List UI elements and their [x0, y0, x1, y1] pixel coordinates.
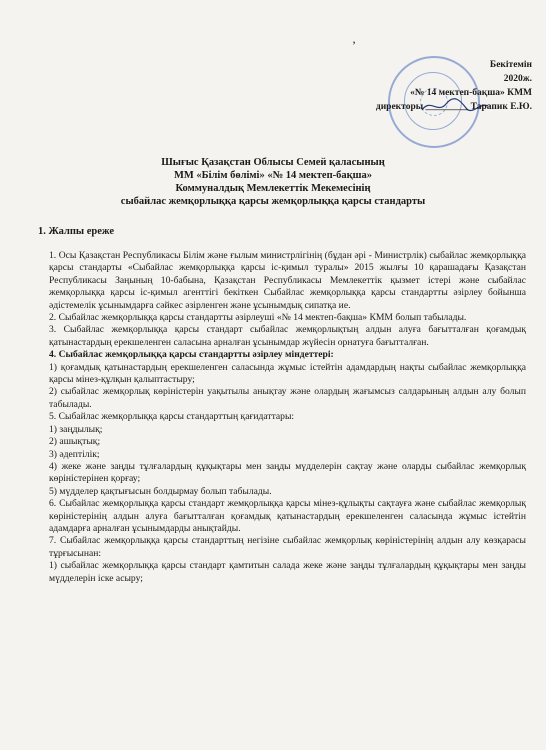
paragraph: 7. Сыбайлас жемқорлыққа қарсы стандарттың негізіне сыбайлас жемқорлық көріністерінің алдын алу көзқарасы тұрғысынан:	[49, 535, 526, 559]
paragraph: 3) әдептілік;	[49, 448, 100, 460]
title-line1: Шығыс Қазақстан Облысы Семей қаласының	[161, 157, 385, 168]
paragraph: 1) қоғамдық қатынастардың ерекшеленген саласында жұмыс істейтін адамдардың нақты сыбайлас жемқорлыққа қарсы мінез-құлқын қалыптастыру;	[49, 361, 526, 386]
approval-director: директоры _________ Тарапик Е.Ю.	[375, 102, 532, 112]
section-heading: 1. Жалпы ереже	[38, 226, 115, 237]
approval-org: «№ 14 мектеп-бақша» КММ	[410, 88, 532, 98]
paragraph: 5. Сыбайлас жемқорлыққа қарсы стандарттың қағидаттары:	[49, 411, 295, 423]
title-line3: Коммуналдық Мемлекеттік Мекемесінің	[175, 183, 371, 194]
paragraph: 2. Сыбайлас жемқорлыққа қарсы стандартты әзірлеуші «№ 14 мектеп-бақша» КММ болып табылады.	[49, 312, 467, 324]
approval-block	[292, 58, 532, 114]
document-title	[30, 156, 516, 208]
paragraph: 1) сыбайлас жемқорлыққа қарсы стандарт қамтитын салада жеке және заңды тұлғалардың құқықтары мен заңды мүдделерін іске асыру;	[49, 560, 526, 584]
paragraph: 3. Сыбайлас жемқорлыққа қарсы стандарт сыбайлас жемқорлықтың алдын алуға бағытталған қоғамдық қатынастардың ерекшеленген саласына арналған ұсынымдар жүйесін орнатуға бағытталған.	[49, 324, 526, 348]
title-line4: сыбайлас жемқорлыққа қарсы жемқорлыққа қарсы стандарты	[120, 196, 426, 207]
paragraph: 1) заңдылық;	[49, 423, 103, 435]
paragraph: 6. Сыбайлас жемқорлыққа қарсы стандарт жемқорлыққа қарсы мінез-құлықты сақтауға және сыбайлас жемқорлық көріністерінің алдын алуға бағытталған қоғамдық қатынастардың ерекшеленген саласында жұмыс істейтін адамдарға арналған ұсынымдарды анықтайды.	[49, 498, 526, 534]
paragraph: 4) жеке және заңды тұлғалардың құқықтары мен заңды мүдделерін сақтау және оларды сыбайлас жемқорлық көріністерінен қорғау;	[49, 460, 526, 485]
paragraph: 2) ашықтық;	[49, 436, 101, 448]
approval-date: 2020ж.	[503, 74, 532, 84]
paragraph: 1. Осы Қазақстан Республикасы Білім және ғылым министрлігінің (бұдан әрі - Министрлік) сыбайлас жемқорлыққа қарсы стандарты «Сыбайлас жемқорлыққа қарсы іс-қимыл туралы» 2015 жылғы 10 қарашадағы Қазақстан Республикасы Заңының 10-бабына, Қазақстан Республикасы Мемлекеттік қызмет істері және сыбайлас жемқорлыққа қарсы іс-қимыл агенттігі бекіткен Сыбайлас жемқорлыққа қарсы стандартты әзірлеу бойынша әдістемелік ұсынымдарға сәйкес әзірленген және ұсынымдық сипатқа ие.	[49, 250, 526, 311]
paragraph: 5) мүдделер қақтығысын болдырмау болып табылады.	[49, 485, 272, 497]
paragraph: 4. Сыбайлас жемқорлыққа қарсы стандартты әзірлеу міндеттері:	[49, 349, 334, 361]
mark: ’	[352, 38, 356, 52]
approval-line1: Бекітемін	[489, 60, 532, 70]
document-body	[49, 250, 526, 585]
paragraph: 2) сыбайлас жемқорлық көріністерін уақытылы анықтау және олардың жағымсыз салдарының алдын алу болып табылады.	[49, 386, 526, 410]
title-line2: ММ «Білім бөлімі» «№ 14 мектеп-бақша»	[173, 170, 373, 181]
